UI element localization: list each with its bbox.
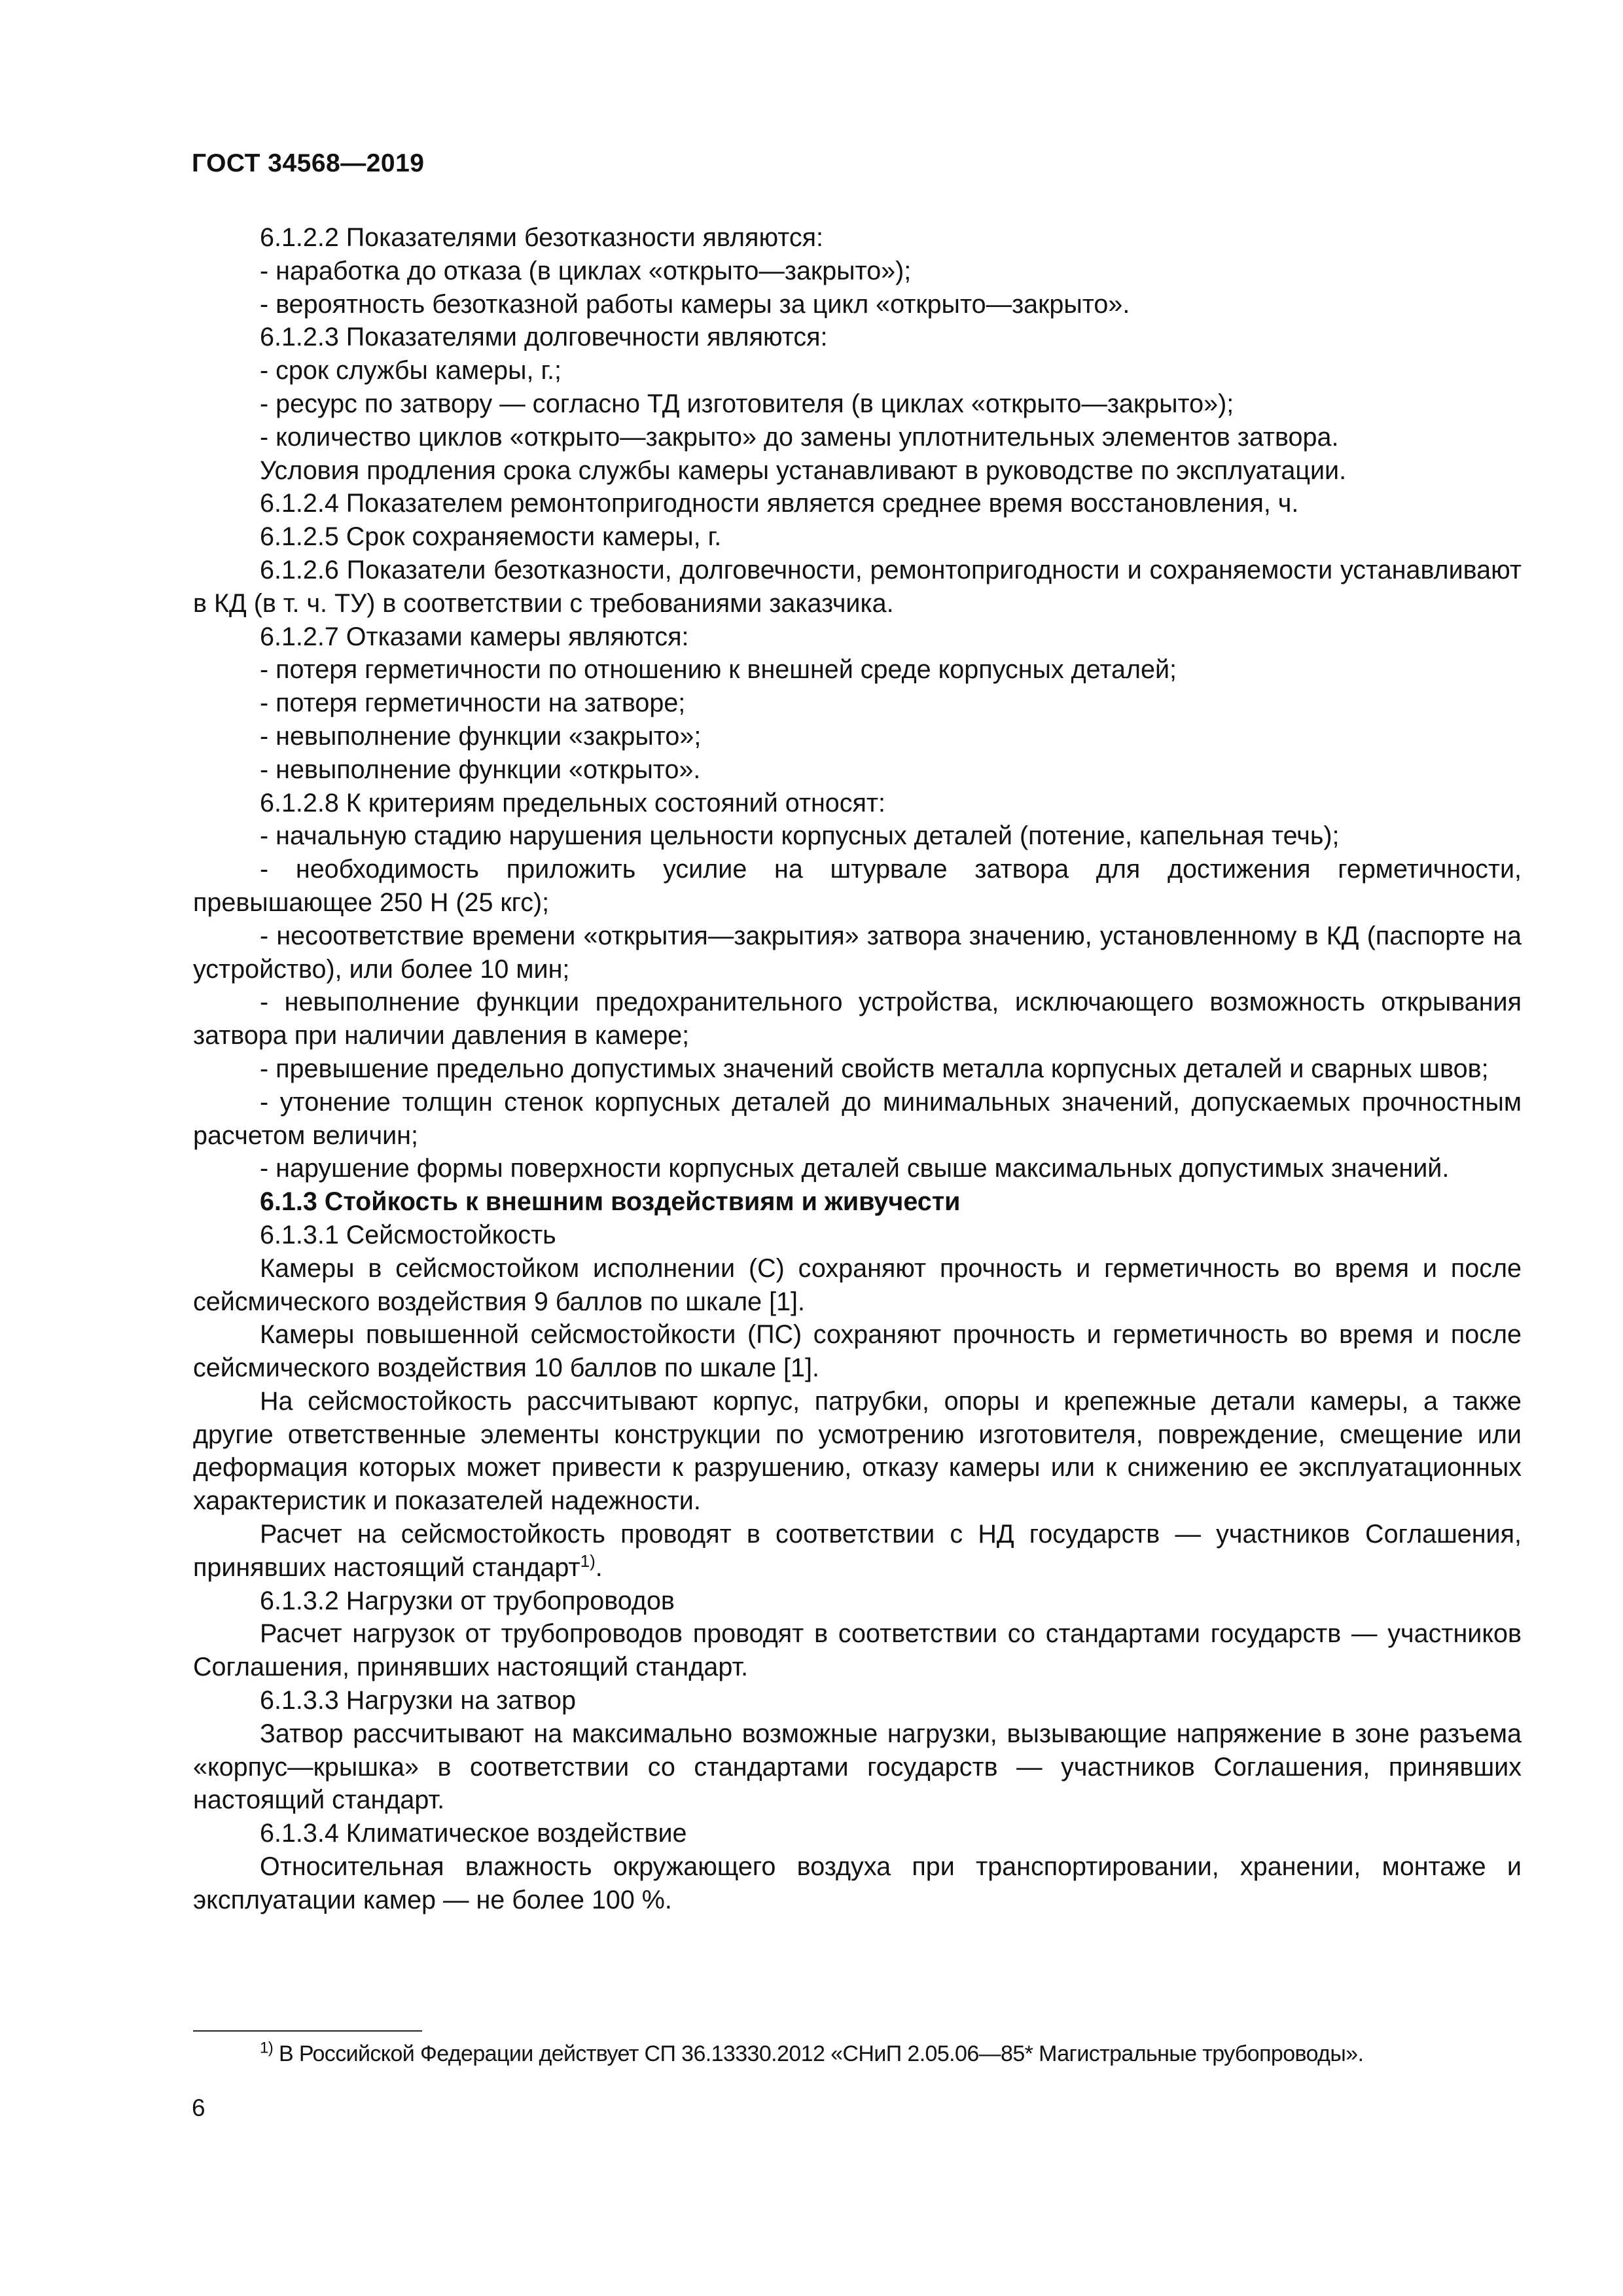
footnote-divider [193, 2030, 422, 2032]
list-item: - нарушение формы поверхности корпусных деталей свыше максимальных допустимых значений. [260, 1154, 1450, 1183]
document-header: ГОСТ 34568—2019 [192, 149, 425, 177]
list-item: - количество циклов «открыто—закрыто» до замены уплотнительных элементов затвора. [260, 422, 1339, 452]
paragraph: Относительная влажность окружающего воздуха при транспортировании, хранении, монтаже и эксплуатации камер — не более 100 %. [193, 1852, 1522, 1914]
paragraph: Расчет нагрузок от трубопроводов проводят в соответствии со стандартами государств — участников Соглашения, принявших настоящий стандарт. [193, 1619, 1522, 1682]
footnote-text: В Российской Федерации действует СП 36.13330.2012 «СНиП 2.05.06—85* Магистральные трубопроводы». [273, 2041, 1364, 2066]
document-body [193, 221, 1522, 1917]
paragraph: 6.1.2.4 Показателем ремонтопригодности является среднее время восстановления, ч. [260, 489, 1299, 518]
list-item: - наработка до отказа (в циклах «открыто—закрыто»); [260, 256, 912, 285]
list-item: - срок службы камеры, г.; [260, 356, 562, 386]
paragraph: 6.1.2.6 Показатели безотказности, долговечности, ремонтопригодности и сохраняемости устанавливают в КД (в т. ч. ТУ) в соответствии с требованиями заказчика. [193, 555, 1522, 618]
paragraph: 6.1.2.2 Показателями безотказности являются: [260, 223, 823, 252]
subsection-heading: 6.1.3.2 Нагрузки от трубопроводов [260, 1586, 675, 1615]
paragraph: Условия продления срока службы камеры устанавливают в руководстве по эксплуатации. [260, 456, 1347, 485]
list-item: - необходимость приложить усилие на штурвале затвора для достижения герметичности, превышающее 250 Н (25 кгс); [193, 855, 1522, 917]
paragraph: 6.1.2.3 Показателями долговечности являются: [260, 323, 828, 352]
paragraph: Затвор рассчитывают на максимально возможные нагрузки, вызывающие напряжение в зоне разъема «корпус—крышка» в соответствии со стандартами государств — участников Соглашения, принявших настоящий стандарт. [193, 1719, 1522, 1815]
footnote-reference[interactable]: 1) [580, 1551, 596, 1571]
list-item: - несоответствие времени «открытия—закрытия» затвора значению, установленному в КД (паспорте на устройство), или более 10 мин; [193, 921, 1522, 984]
list-item: - потеря герметичности по отношению к внешней среде корпусных деталей; [260, 655, 1177, 685]
paragraph: На сейсмостойкость рассчитывают корпус, патрубки, опоры и крепежные детали камеры, а также другие ответственные элементы конструкции по усмотрению изготовителя, повреждение, смещение или деформация которых может привести к разрушению, отказу камеры или к снижению ее эксплуатационных характеристик и показателей надежности. [193, 1386, 1522, 1516]
subsection-heading: 6.1.3.1 Сейсмостойкость [260, 1220, 556, 1249]
paragraph: Камеры в сейсмостойком исполнении (С) сохраняют прочность и герметичность во время и после сейсмического воздействия 9 баллов по шкале [1]. [193, 1253, 1522, 1316]
list-item: - превышение предельно допустимых значений свойств металла корпусных деталей и сварных швов; [260, 1054, 1489, 1083]
list-item: - потеря герметичности на затворе; [260, 689, 686, 718]
section-heading: 6.1.3 Стойкость к внешним воздействиям и живучести [260, 1187, 961, 1217]
list-item: - ресурс по затвору — согласно ТД изготовителя (в циклах «открыто—закрыто»); [260, 389, 1234, 418]
footnote [193, 2039, 1522, 2068]
paragraph: Расчет на сейсмостойкость проводят в соответствии с НД государств — участников Соглашения, принявших настоящий стандарт$^{1)}$. [193, 1520, 1522, 1582]
paragraph: 6.1.2.7 Отказами камеры являются: [260, 622, 689, 651]
list-item: - невыполнение функции «открыто». [260, 755, 701, 784]
paragraph: Камеры повышенной сейсмостойкости (ПС) сохраняют прочность и герметичность во время и после сейсмического воздействия 10 баллов по шкале [1]. [193, 1320, 1522, 1383]
footnote-number: 1) [260, 2039, 274, 2057]
paragraph: 6.1.2.5 Срок сохраняемости камеры, г. [260, 522, 722, 552]
subsection-heading: 6.1.3.4 Климатическое воздействие [260, 1819, 687, 1848]
list-item: - невыполнение функции «закрыто»; [260, 721, 702, 751]
subsection-heading: 6.1.3.3 Нагрузки на затвор [260, 1686, 576, 1715]
list-item: - невыполнение функции предохранительного устройства, исключающего возможность открывания затвора при наличии давления в камере; [193, 988, 1522, 1050]
list-item: - вероятность безотказной работы камеры за цикл «открыто—закрыто». [260, 289, 1130, 319]
list-item: - начальную стадию нарушения цельности корпусных деталей (потение, капельная течь); [260, 821, 1340, 851]
list-item: - утонение толщин стенок корпусных деталей до минимальных значений, допускаемых прочностным расчетом величин; [193, 1087, 1522, 1150]
page-number: 6 [192, 2094, 205, 2121]
paragraph: 6.1.2.8 К критериям предельных состояний относят: [260, 788, 885, 817]
